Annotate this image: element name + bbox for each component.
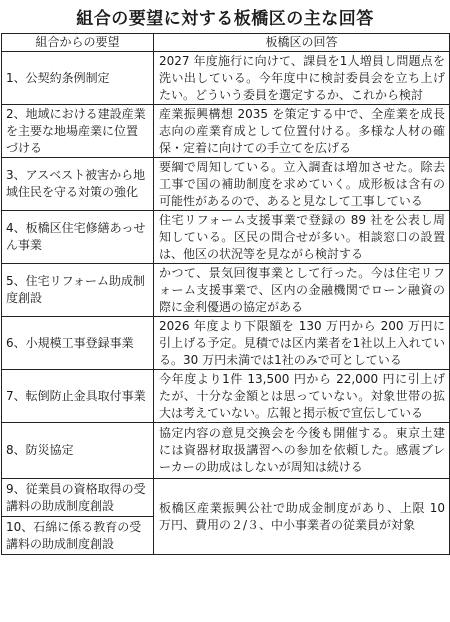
table-row [2,479,450,517]
header-request: 組合からの要望 [2,34,154,52]
request-cell: 10、石綿に係る教育の受講料の助成制度創設 [2,517,154,555]
request-cell: 8、防災協定 [2,423,154,479]
answer-cell: 要綱で周知している。立入調査は増加させた。除去工事で国の補助制度を求めていく。成形板は含有の可能性があるので、あると見なして工事している [154,158,450,211]
table-row [2,158,450,211]
table-row [2,264,450,317]
table-row [2,211,450,264]
page-title: 組合の要望に対する板橋区の主な回答 [76,9,374,29]
answer-cell: 協定内容の意見交換会を今後も開催する。東京土建には資器材取扱講習への参加を依頼した。感震ブレーカーの助成はしないが周知は続ける [154,423,450,479]
table-row [2,52,450,105]
table-header-row [2,34,450,52]
table-row [2,317,450,370]
request-cell: 5、住宅リフォーム助成制度創設 [2,264,154,317]
header-answer: 板橋区の回答 [154,34,450,52]
answer-cell: 産業振興構想 2035 を策定する中で、全産業を成長志向の産業育成として位置付ける。多様な人材の確保・定着に向けての手立てを広げる [154,105,450,158]
request-cell: 6、小規模工事登録事業 [2,317,154,370]
table-row [2,423,450,479]
answer-cell: 2027 年度施行に向けて、課員を1人増員し問題点を洗い出している。今年度中に検討委員会を立ち上げたい。どういう委員を選定するか、これから検討 [154,52,450,105]
answer-cell: 今年度より1件 13,500 円から 22,000 円に引上げたが、十分な金額とは思っていない。対象世帯の拡大は考えていない。広報と掲示板で宣伝している [154,370,450,423]
request-cell: 2、地域における建設産業を主要な地場産業に位置づける [2,105,154,158]
request-cell: 1、公契約条例制定 [2,52,154,105]
table-row [2,105,450,158]
answer-cell: 2026 年度より下限額を 130 万円から 200 万円に引上げる予定。見積では区内業者を1社以上入れている。30 万円未満では1社のみで可としている [154,317,450,370]
table-row [2,370,450,423]
answer-cell-merged: 板橋区産業振興公社で助成金制度があり、上限 10 万円、費用の２/３、中小事業者の従業員が対象 [154,479,450,555]
request-cell: 9、従業員の資格取得の受講料の助成制度創設 [2,479,154,517]
answer-cell: 住宅リフォーム支援事業で登録の 89 社を公表し周知している。区民の問合せが多い。相談窓口の設置は、他区の状況等を見ながら検討する [154,211,450,264]
request-cell: 7、転倒防止金具取付事業 [2,370,154,423]
answer-cell: かつて、景気回復事業として行った。今は住宅リフォーム支援事業で、区内の金融機関でローン融資の際に金利優遇の協定がある [154,264,450,317]
request-cell: 4、板橋区住宅修繕あっせん事業 [2,211,154,264]
response-table [1,33,450,555]
request-cell: 3、アスベスト被害から地域住民を守る対策の強化 [2,158,154,211]
